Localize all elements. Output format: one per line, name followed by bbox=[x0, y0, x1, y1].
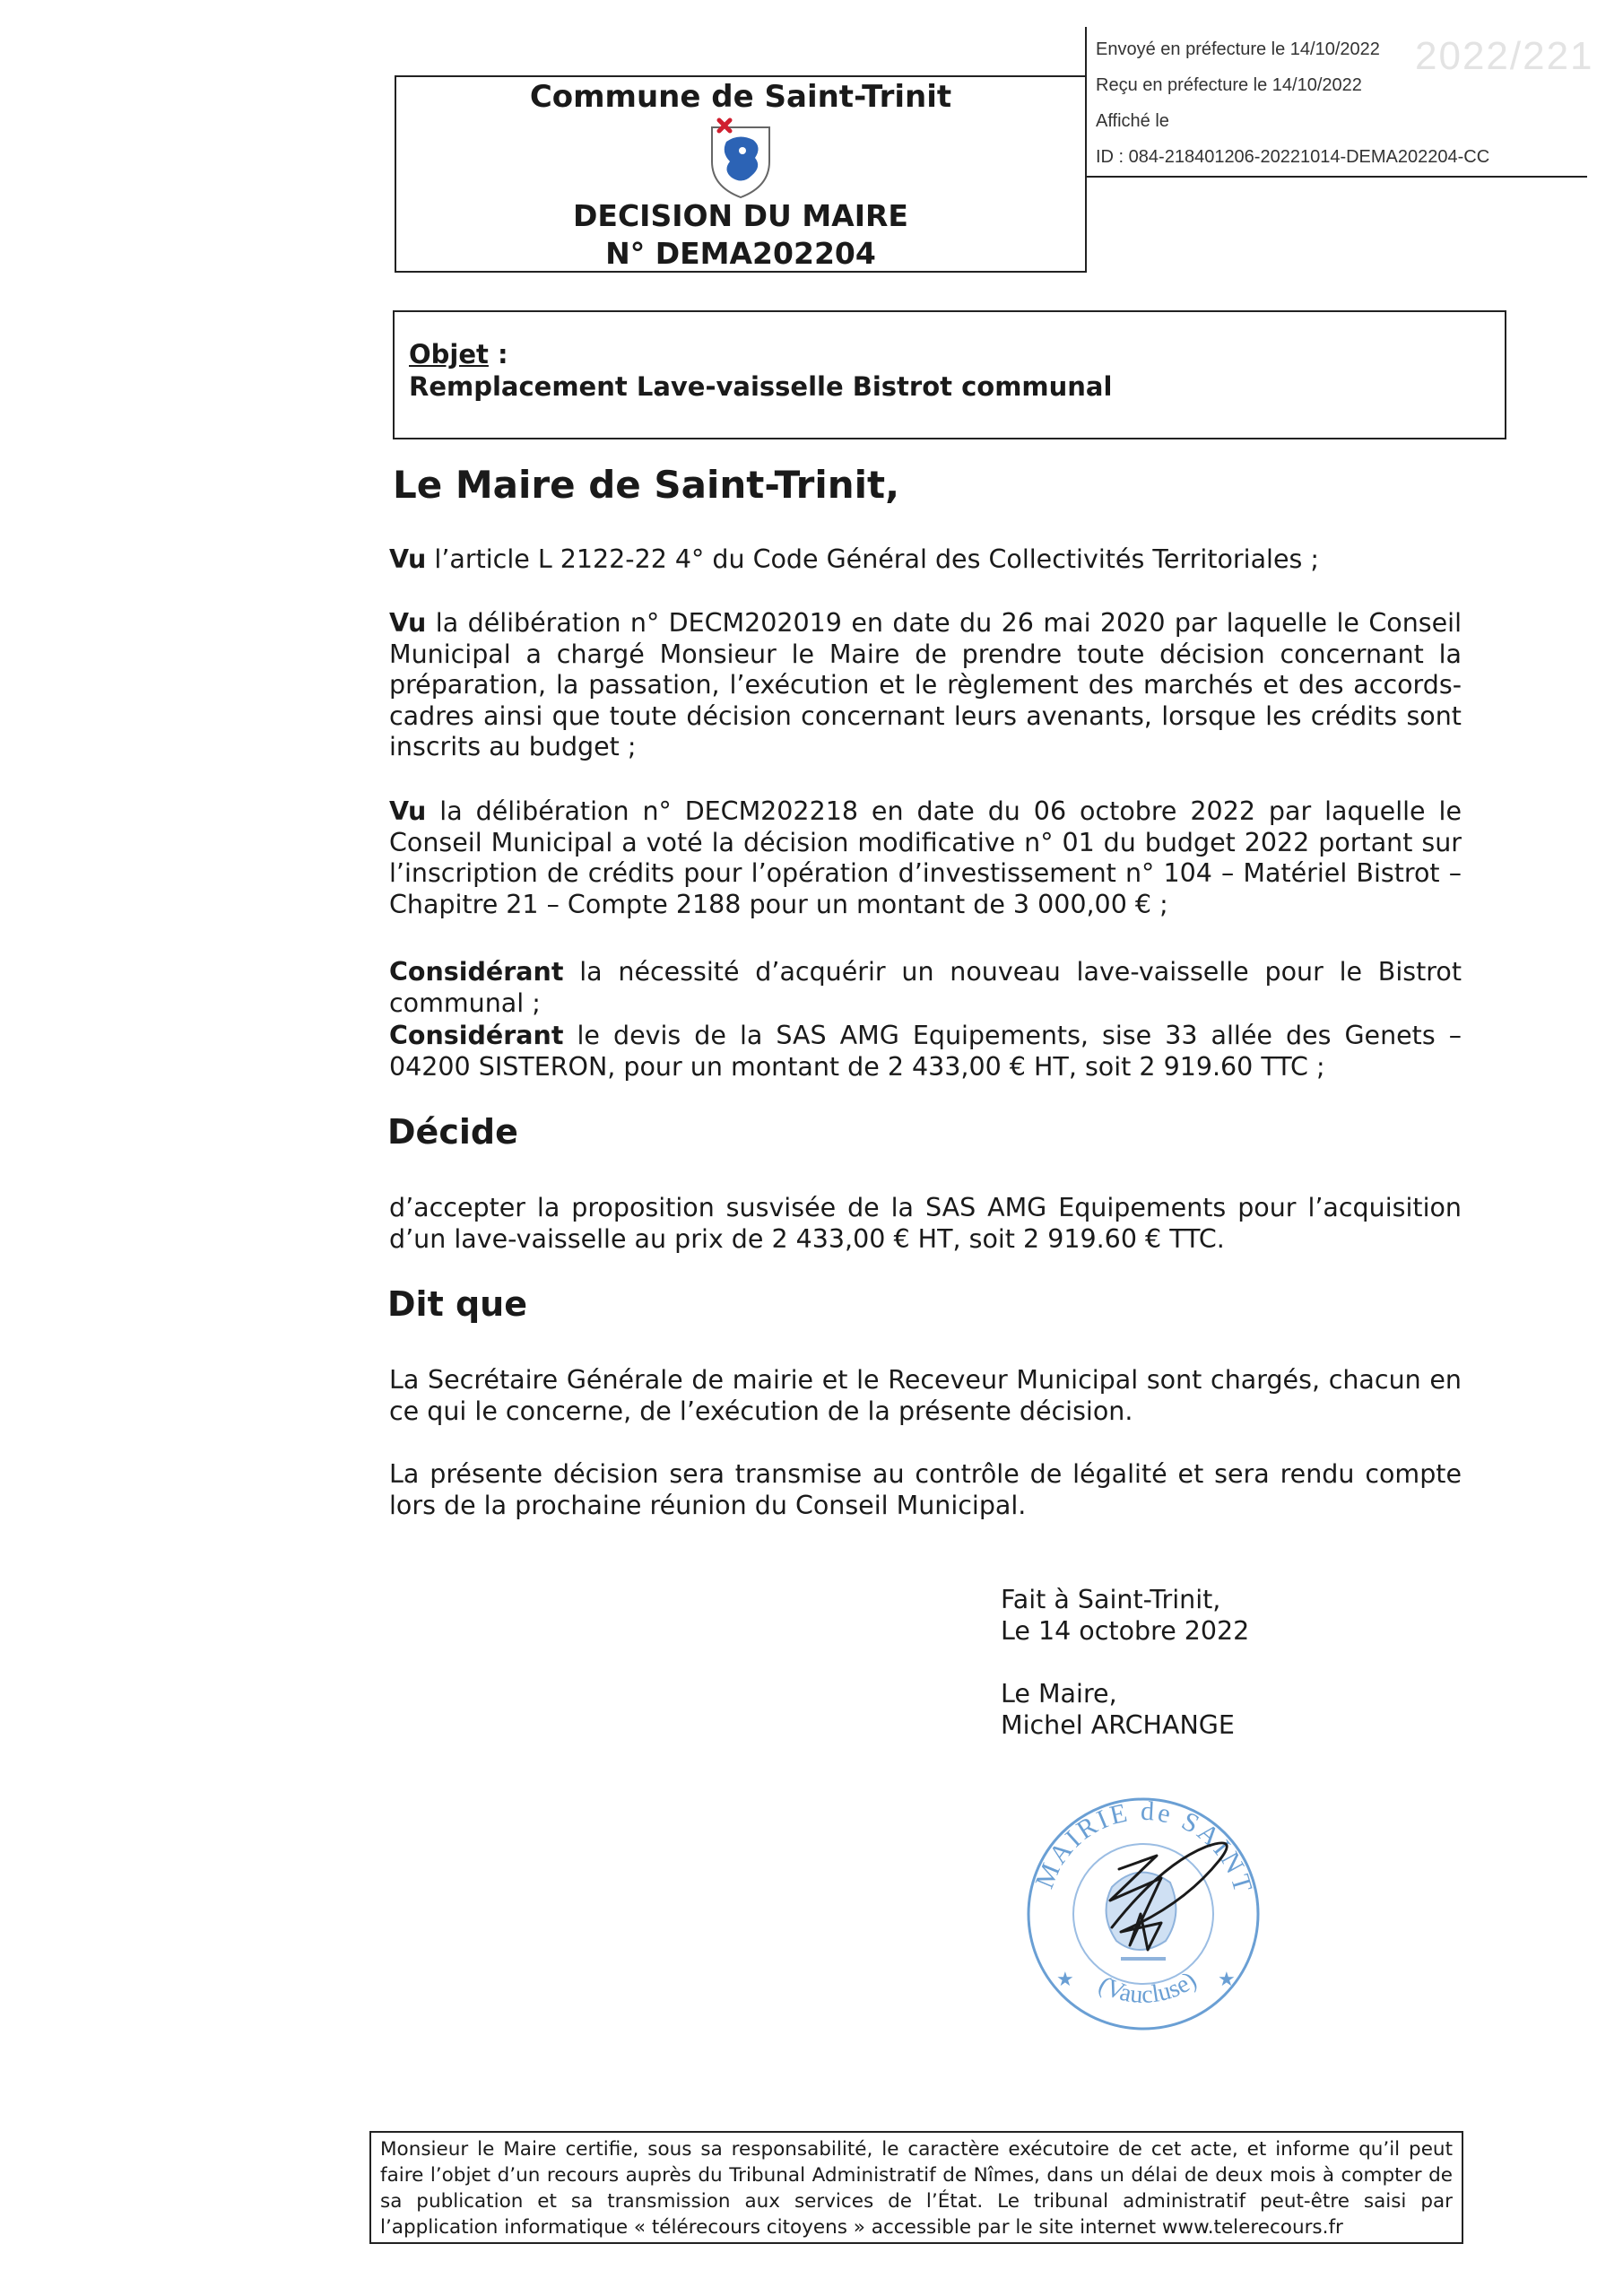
dit-que-text-1: La Secrétaire Générale de mairie et le Receveur Municipal sont chargés, chacun en ce qui le concerne, de l’exécution de la présente décision. bbox=[389, 1365, 1462, 1426]
decision-title-line1: DECISION DU MAIRE bbox=[573, 198, 908, 233]
paragraph-text: la délibération n° DECM202218 en date du 06 octobre 2022 par laquelle le Conseil Municipal a voté la décision modificative n° 01 du budget 2022 portant sur l’inscription de crédits pour l’opération d’investissement n° 104 – Matériel Bistrot – Chapitre 21 – Compte 2188 pour un montant de 3 000,00 € ; bbox=[389, 796, 1462, 919]
prefecture-stamp-underline bbox=[1085, 176, 1587, 178]
signature-role: Le Maire, bbox=[1001, 1679, 1117, 1709]
coat-of-arms-icon bbox=[703, 115, 778, 201]
signature-name: Michel ARCHANGE bbox=[1001, 1710, 1235, 1740]
paragraph-lead: Vu bbox=[389, 544, 427, 574]
svg-text:★: ★ bbox=[1218, 1969, 1236, 1991]
paragraph-lead: Vu bbox=[389, 796, 427, 826]
dit-que-text-2: La présente décision sera transmise au contrôle de légalité et sera rendu compte lors de la prochaine réunion du Conseil Municipal. bbox=[389, 1459, 1462, 1520]
paragraph-text: la nécessité d’acquérir un nouveau lave-vaisselle pour le Bistrot communal ; bbox=[389, 957, 1462, 1018]
prefecture-received: Reçu en préfecture le 14/10/2022 bbox=[1096, 75, 1362, 95]
paragraph-lead: Considérant bbox=[389, 1021, 564, 1050]
prefecture-number: 2022/221 bbox=[1415, 34, 1594, 78]
footer-legal-notice: Monsieur le Maire certifie, sous sa responsabilité, le caractère exécutoire de cet acte, et informe qu’il peut faire l’objet d’un recours auprès du Tribunal Administratif de Nîmes, dans un délai de deux mois à compter de sa publication et sa transmission aux services de l’État. Le tribunal administratif peut-être saisi par l’application informatique « télérecours citoyens » accessible par le site internet www.telerecours.fr bbox=[369, 2131, 1463, 2244]
prefecture-id: ID : 084-218401206-20221014-DEMA202204-CC bbox=[1096, 147, 1490, 167]
paragraph-text: le devis de la SAS AMG Equipements, sise 33 allée des Genets – 04200 SISTERON, pour un montant de 2 433,00 € HT, soit 2 919.60 TTC ; bbox=[389, 1021, 1462, 1082]
paragraph-vu-deliberation-2020 bbox=[389, 608, 1462, 763]
decision-title bbox=[395, 197, 1087, 273]
paragraph-lead: Considérant bbox=[389, 957, 564, 987]
objet-label-colon: : bbox=[488, 339, 508, 370]
main-heading: Le Maire de Saint-Trinit, bbox=[393, 463, 900, 507]
svg-text:(Vaucluse) bbox=[1094, 1966, 1202, 2009]
paragraph-vu-article bbox=[389, 544, 1462, 576]
seal-stamp-icon bbox=[1028, 1796, 1259, 2029]
svg-text:★: ★ bbox=[1056, 1969, 1074, 1991]
paragraph-considerant-devis bbox=[389, 1021, 1462, 1083]
signature-place: Fait à Saint-Trinit, bbox=[1001, 1585, 1221, 1614]
objet-label bbox=[409, 339, 508, 370]
mayor-seal bbox=[1004, 1779, 1282, 2039]
paragraph-text: l’article L 2122-22 4° du Code Général des Collectivités Territoriales ; bbox=[426, 544, 1319, 574]
signature-date: Le 14 octobre 2022 bbox=[1001, 1616, 1250, 1646]
objet-label-word: Objet bbox=[409, 339, 489, 370]
seal-top-text: MAIRIE de SAINT bbox=[1029, 1796, 1259, 1899]
prefecture-posted: Affiché le bbox=[1096, 111, 1169, 131]
objet-text: Remplacement Lave-vaisselle Bistrot communal bbox=[409, 371, 1113, 402]
paragraph-considerant-necessite bbox=[389, 957, 1462, 1019]
prefecture-sent: Envoyé en préfecture le 14/10/2022 bbox=[1096, 39, 1380, 59]
paragraph-lead: Vu bbox=[389, 608, 427, 638]
seal-bottom-text: (Vaucluse) bbox=[1093, 1966, 1202, 2010]
paragraph-vu-deliberation-2022 bbox=[389, 796, 1462, 920]
decide-title: Décide bbox=[387, 1112, 518, 1152]
commune-title: Commune de Saint-Trinit bbox=[529, 79, 952, 115]
paragraph-text: la délibération n° DECM202019 en date du 26 mai 2020 par laquelle le Conseil Municipal a chargé Monsieur le Maire de prendre toute décision concernant la préparation, la passation, l’exécution et le règlement des marchés et des accords-cadres ainsi que toute décision concernant leurs avenants, lorsque les crédits sont inscrits au budget ; bbox=[389, 608, 1462, 761]
decide-text: d’accepter la proposition susvisée de la SAS AMG Equipements pour l’acquisition d’un lave-vaisselle au prix de 2 433,00 € HT, soit 2 919.60 € TTC. bbox=[389, 1193, 1462, 1254]
decision-number: N° DEMA202204 bbox=[605, 236, 876, 271]
dit-que-title: Dit que bbox=[387, 1284, 527, 1324]
